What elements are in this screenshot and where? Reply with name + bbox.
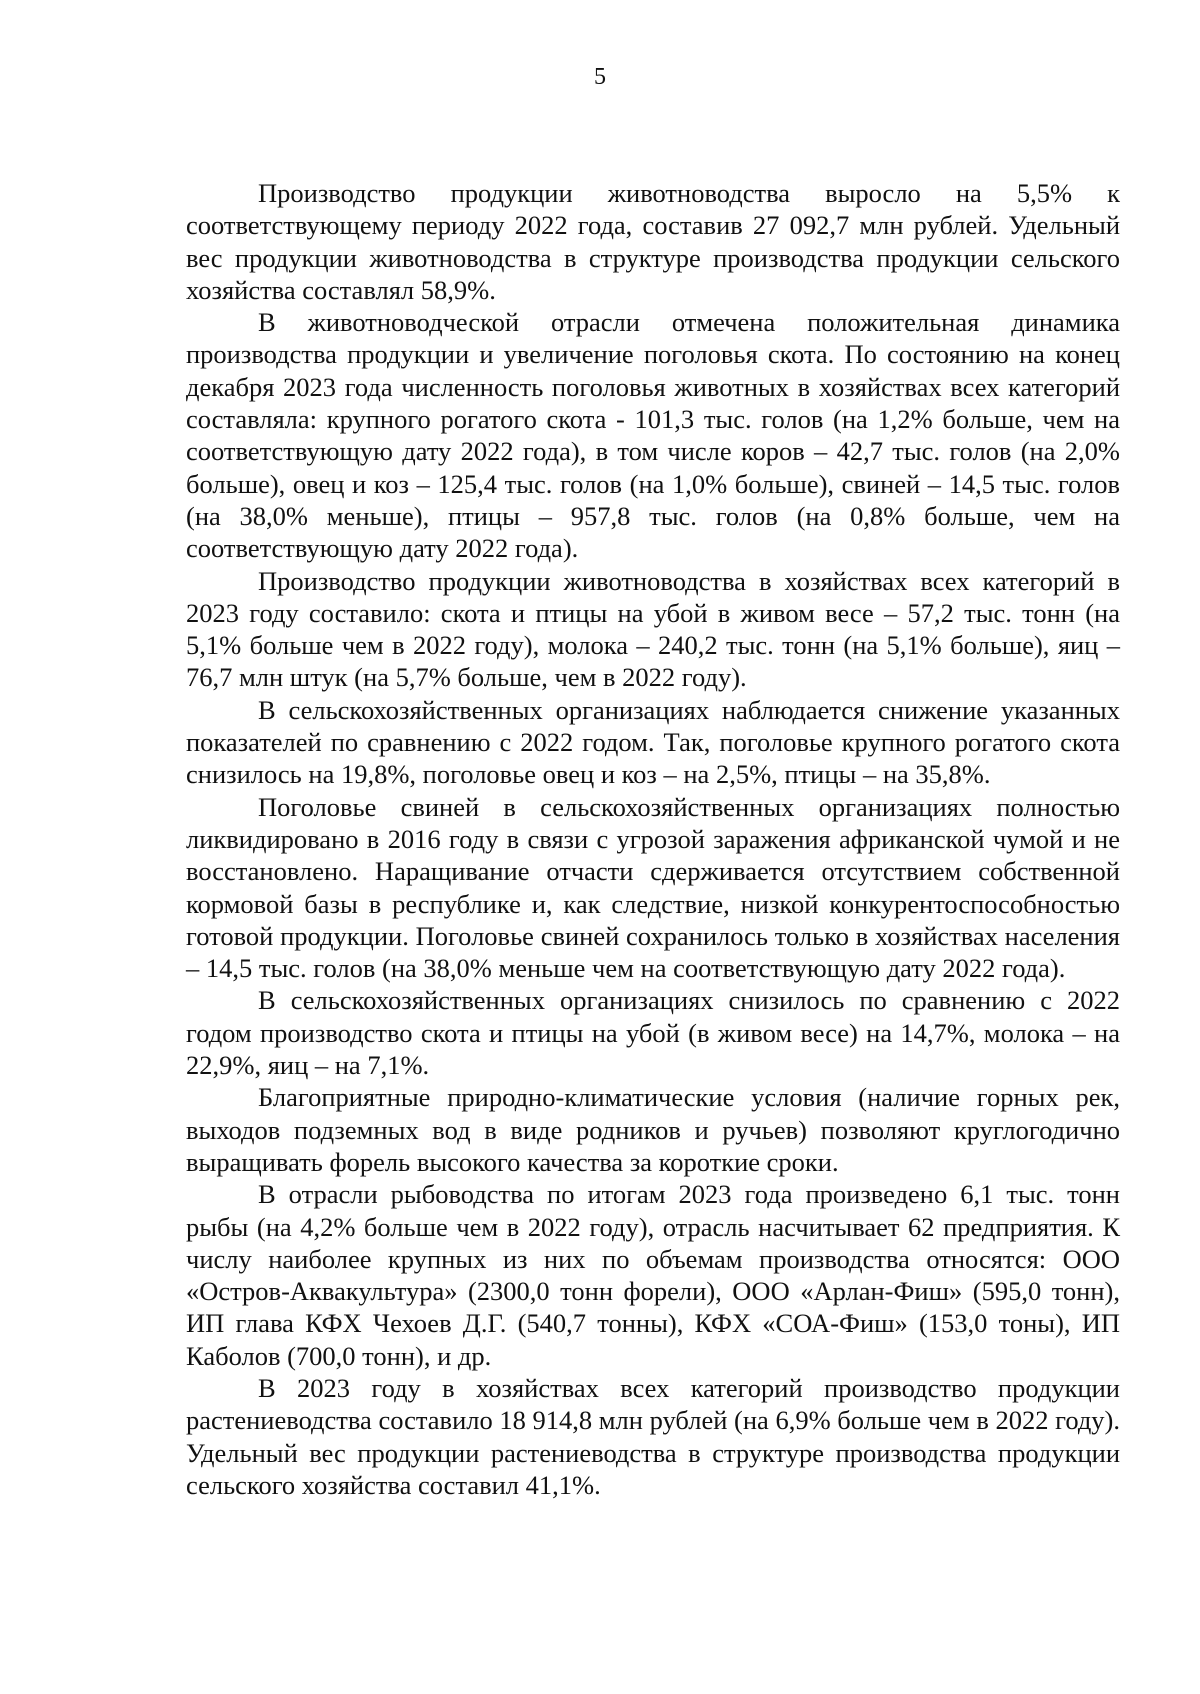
paragraph-agri-organizations-output: В сельскохозяйственных организациях снизилось по сравнению с 2022 годом производство скота и птицы на убой (в живом весе) на 14,7%, молока – на 22,9%, яиц – на 7,1%. [186,985,1120,1081]
document-body [186,177,1120,1501]
paragraph-climate-conditions: Благоприятные природно-климатические условия (наличие горных рек, выходов подземных вод в виде родников и ручьев) позволяют круглогодично выращивать форель высокого качества за короткие сроки. [186,1082,1120,1177]
paragraph-agri-organizations-decline: В сельскохозяйственных организациях наблюдается снижение указанных показателей по сравнению с 2022 годом. Так, поголовье крупного рогатого скота снизилось на 19,8%, поголовье овец и коз – на 2,5%, птицы – на 35,8%. [186,694,1120,790]
paragraph-pig-headcount: Поголовье свиней в сельскохозяйственных организациях полностью ликвидировано в 2016 году в связи с угрозой заражения африканской чумой и не восстановлено. Наращивание отчасти сдерживается отсутствием собственной кормовой базы в республике и, как следствие, низкой конкурентоспособностью готовой продукции. Поголовье свиней сохранилось только в хозяйствах населения – 14,5 тыс. голов (на 38,0% меньше чем на соответствующую дату 2022 года). [186,791,1120,984]
paragraph-livestock-production: Производство продукции животноводства выросло на 5,5% к соответствующему периоду 2022 года, составив 27 092,7 млн рублей. Удельный вес продукции животноводства в структуре производства продукции сельского хозяйства составлял 58,9%. [186,178,1120,305]
paragraph-livestock-output: Производство продукции животноводства в хозяйствах всех категорий в 2023 году составило: скота и птицы на убой в живом весе – 57,2 тыс. тонн (на 5,1% больше чем в 2022 году), молока – 240,2 тыс. тонн (на 5,1% больше), яиц – 76,7 млн штук (на 5,7% больше, чем в 2022 году). [186,565,1120,693]
page-number: 5 [594,64,606,90]
paragraph-fish-farming: В отрасли рыбоводства по итогам 2023 года произведено 6,1 тыс. тонн рыбы (на 4,2% больше чем в 2022 году), отрасль насчитывает 62 предприятия. К числу наиболее крупных из них по объемам производства относятся: ООО «Остров-Аквакультура» (2300,0 тонн форели), ООО «Арлан-Фиш» (595,0 тонн), ИП глава КФХ Чехоев Д.Г. (540,7 тонны), КФХ «СОА-Фиш» (153,0 тоны), ИП Каболов (700,0 тонн), и др. [186,1179,1120,1371]
paragraph-crop-production: В 2023 году в хозяйствах всех категорий производство продукции растениеводства составило 18 914,8 млн рублей (на 6,9% больше чем в 2022 году). Удельный вес продукции растениеводства в структуре производства продукции сельского хозяйства составил 41,1%. [186,1372,1120,1500]
paragraph-livestock-headcount: В животноводческой отрасли отмечена положительная динамика производства продукции и увеличение поголовья скота. По состоянию на конец декабря 2023 года численность поголовья животных в хозяйствах всех категорий составляла: крупного рогатого скота - 101,3 тыс. голов (на 1,2% больше, чем на соответствующую дату 2022 года), в том числе коров – 42,7 тыс. голов (на 2,0% больше), овец и коз – 125,4 тыс. голов (на 1,0% больше), свиней – 14,5 тыс. голов (на 38,0% меньше), птицы – 957,8 тыс. голов (на 0,8% больше, чем на соответствующую дату 2022 года). [186,307,1120,564]
